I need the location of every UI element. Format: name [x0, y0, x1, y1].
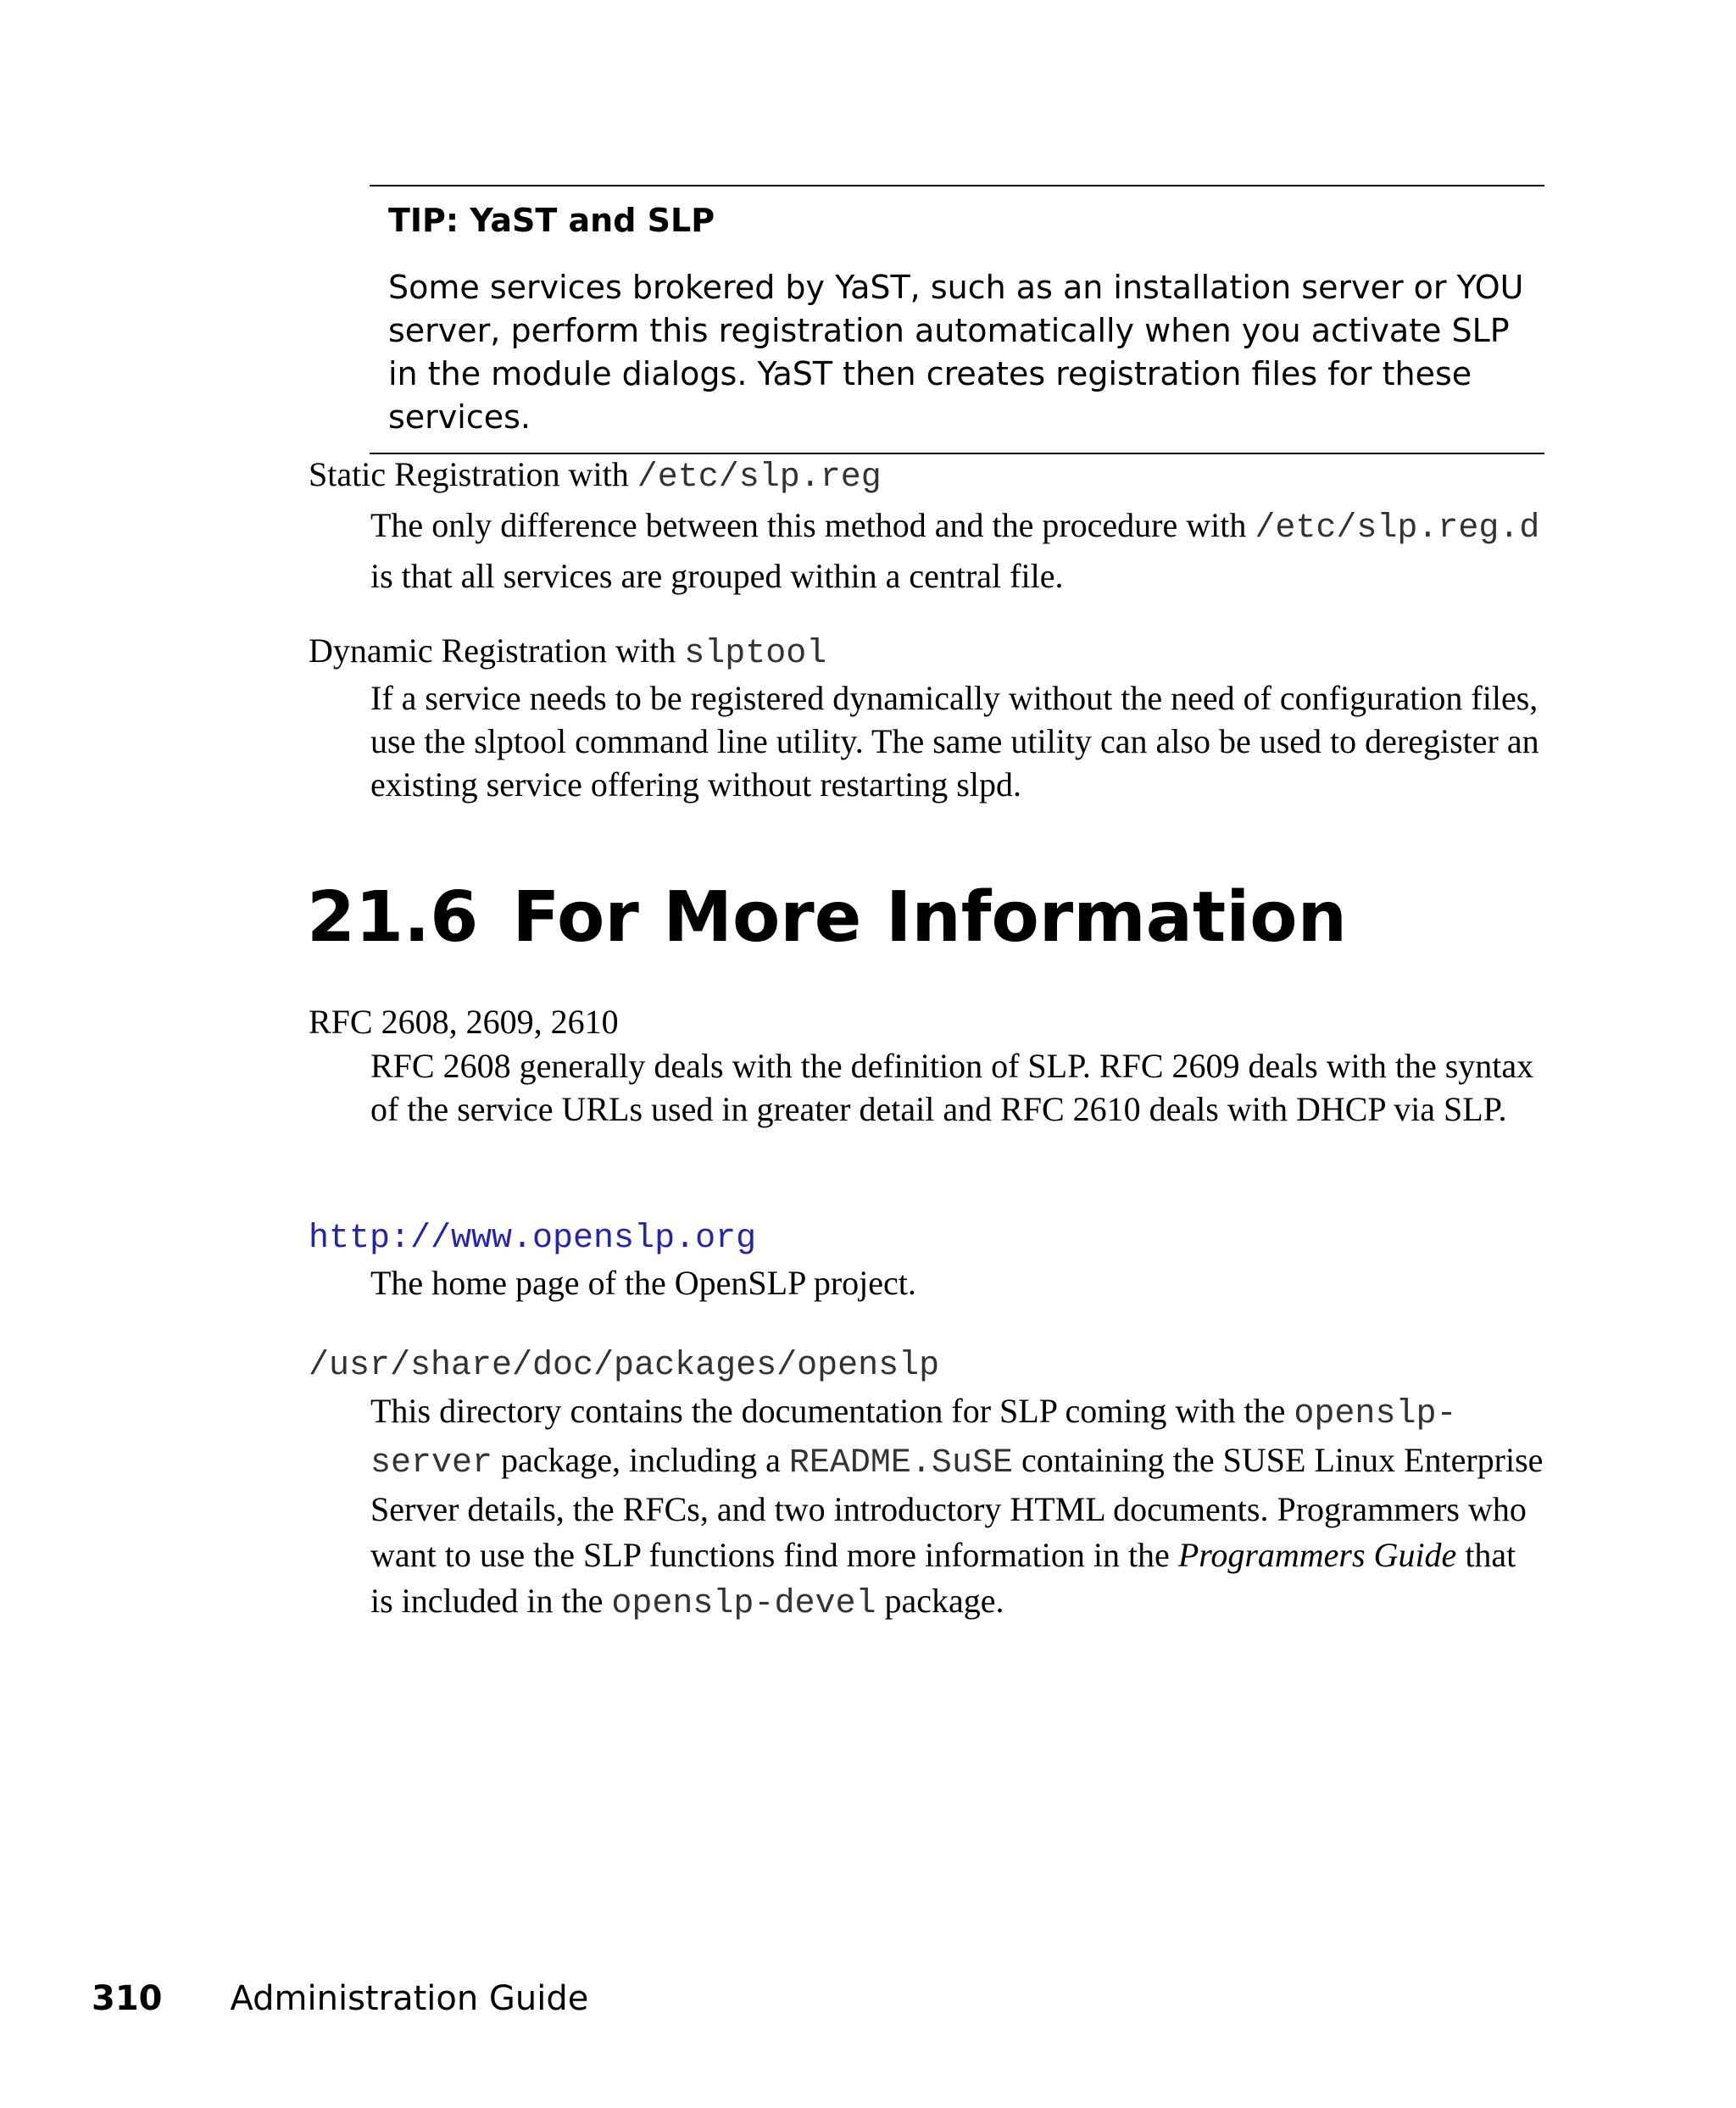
- etc-slp-reg-code: /etc/slp.reg: [637, 459, 882, 497]
- section-heading: [307, 871, 1347, 965]
- static-registration-entry: [309, 453, 1546, 600]
- dynamic-registration-entry: [309, 629, 1546, 806]
- page-footer: [92, 1975, 588, 2022]
- dynamic-registration-definition: If a service needs to be registered dynamically without the need of configuration files, use the slptool command line utility. The same utility can also be used to deregister an existing service offering without restarting slpd.: [370, 679, 1539, 804]
- openslp-link[interactable]: http://www.openslp.org: [309, 1220, 757, 1258]
- section-number: 21.6: [307, 877, 479, 958]
- openslp-server-code: openslp-server: [370, 1395, 1457, 1482]
- openslp-link-definition: The home page of the OpenSLP project.: [370, 1264, 916, 1302]
- page-number: 310: [92, 1979, 163, 2018]
- rfc-definition: RFC 2608 generally deals with the definition of SLP. RFC 2609 deals with the syntax of the service URLs used in greater detail and RFC 2610 deals with DHCP via SLP.: [370, 1047, 1534, 1128]
- tip-box: [370, 185, 1544, 454]
- static-registration-definition: The only difference between this method and the procedure with /etc/slp.reg.d is that all services are grouped within a central file.: [370, 506, 1540, 595]
- tip-title: TIP: YaST and SLP: [388, 202, 715, 239]
- openslp-docs-term: /usr/share/doc/packages/openslp: [309, 1347, 940, 1385]
- section-title: For More Information: [512, 877, 1348, 958]
- openslp-devel-code: openslp-devel: [611, 1585, 876, 1623]
- book-title: Administration Guide: [230, 1979, 589, 2018]
- dynamic-registration-term: Dynamic Registration with slptool: [309, 631, 827, 673]
- static-registration-term: Static Registration with /etc/slp.reg: [309, 455, 882, 497]
- rfc-entry: [309, 1000, 1546, 1131]
- openslp-docs-entry: [309, 1341, 1546, 1627]
- rfc-term: RFC 2608, 2609, 2610: [309, 1003, 619, 1041]
- slptool-code: slptool: [684, 635, 827, 673]
- openslp-link-entry: [309, 1214, 1546, 1304]
- programmers-guide-title: Programmers Guide: [1177, 1536, 1457, 1574]
- openslp-link-term: [309, 1214, 1546, 1261]
- readme-suse-code: README.SuSE: [788, 1444, 1013, 1482]
- etc-slp-reg-d-code: /etc/slp.reg.d: [1255, 509, 1540, 548]
- openslp-docs-definition: This directory contains the documentation for SLP coming with the openslp-server package, including a README.SuSE containing the SUSE Linux Enterprise Server details, the RFCs, and two introductory HTML documents. Programmers who want to use the SLP functions find more information in the Programmers Guide that is included in the openslp-devel package.: [370, 1392, 1544, 1623]
- tip-body: Some services brokered by YaST, such as an installation server or YOU server, perform this registration automatically when you activate SLP in the module dialogs. YaST then creates registration files for these services.: [388, 269, 1524, 436]
